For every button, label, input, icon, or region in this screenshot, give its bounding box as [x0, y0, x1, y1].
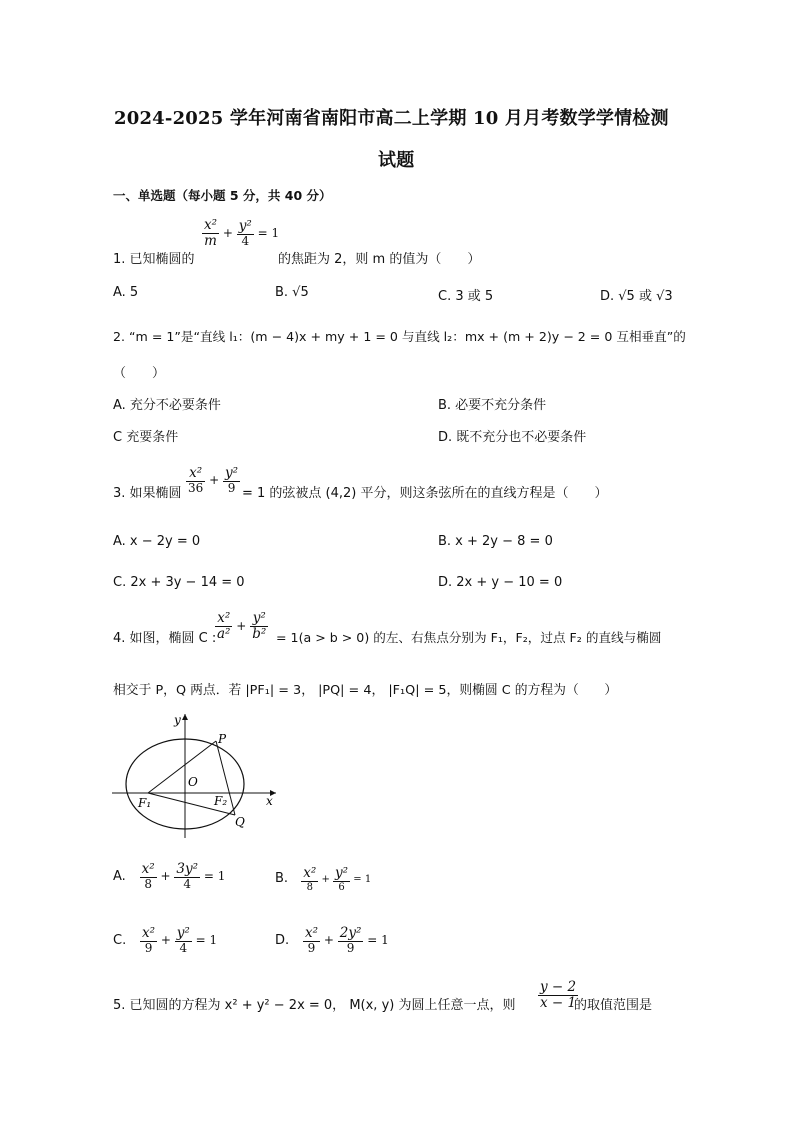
q5-fraction: [538, 980, 578, 1011]
q1-frac1-den: m: [204, 232, 217, 249]
q2-option-c: C 充要条件: [113, 430, 179, 445]
q1-equation: $\frac{\text{x²}}{m}$ + $\frac{\text{y²}}{4}$ = 1: [204, 217, 280, 249]
page-title-line1: 2024-2025 学年河南省南阳市高二上学期 10 月月考数学学情检测: [114, 108, 669, 129]
q2-option-b: B. 必要不充分条件: [438, 398, 547, 413]
q4-frac1-den: a²: [217, 625, 231, 642]
segment-pf1: [148, 741, 216, 793]
section-header: 一、单选题（每小题 5 分，共 40 分）: [113, 188, 332, 203]
q1-option-c: C. 3 或 5: [438, 289, 494, 304]
q3-frac1-den: 36: [188, 480, 204, 495]
q5-stem-part2: 的取值范围是: [574, 998, 653, 1013]
q3-equation: $\frac{\text{x²}}{36}$ + $\frac{\text{y²}}{9}$: [188, 465, 239, 495]
label-f2: F₂: [214, 794, 228, 808]
label-f1: F₁: [138, 796, 152, 810]
q4-frac1-num: x²: [215, 611, 232, 627]
label-x: x: [266, 794, 273, 808]
q4-stem-line2: 相交于 P，Q 两点．若 |PF₁| = 3， |PQ| = 4， |F₁Q| = 5，则椭圆 C 的方程为（ ）: [113, 683, 618, 698]
q4-stem-line1: = 1(a > b > 0) 的左、右焦点分别为 F₁，F₂，过点 F₂ 的直线与椭圆: [276, 630, 662, 645]
q3-frac2-den: 9: [227, 480, 236, 495]
q3-frac1-num: x²: [186, 466, 205, 482]
q3-stem: = 1 的弦被点 (4,2) 平分，则这条弦所在的直线方程是（ ）: [242, 486, 608, 501]
q1-frac1-num: x²: [204, 217, 218, 233]
page-title-line2: 试题: [378, 150, 415, 171]
q2-option-d: D. 既不充分也不必要条件: [438, 430, 587, 445]
q4-option-b: B. $\frac{\text{x²}}{8}$ + $\frac{\text{y²}}{6}$ = 1: [275, 865, 372, 893]
q4-frac2-den: b²: [252, 625, 267, 642]
q1-eq: = 1: [257, 225, 280, 240]
q2-stem: 2. “m = 1”是“直线 l₁：(m − 4)x + my + 1 = 0 与直线 l₂：mx + (m + 2)y − 2 = 0 互相垂直”的: [113, 329, 686, 344]
q1-option-a: A. 5: [113, 285, 139, 300]
q3-number: 3. 如果椭圆: [113, 486, 182, 501]
q5-frac-num: y − 2: [540, 979, 577, 995]
q4-option-c: C. $\frac{\text{x²}}{9}$ + $\frac{\text{y²}}{4}$ = 1: [113, 925, 218, 955]
ellipse-figure: [110, 710, 290, 840]
q4-number: 4. 如图，椭圆 C :: [113, 631, 217, 646]
q3-option-c: C. 2x + 3y − 14 = 0: [113, 575, 245, 590]
q5-stem-part1: 5. 已知圆的方程为 x² + y² − 2x = 0， M(x, y) 为圆上任意一点，则: [113, 998, 516, 1013]
q4-frac2-num: y²: [250, 611, 268, 627]
label-y: y: [174, 713, 181, 727]
q4-equation: $\frac{\text{x²}}{\text{a²}}$ + $\frac{\text{y²}}{\text{b²}}$: [217, 610, 267, 642]
q3-frac2-num: y²: [225, 465, 239, 481]
q5-frac-den: x − 1: [540, 994, 577, 1011]
q4-option-a: A. $\frac{\text{x²}}{8}$ + $\frac{\text{3y²}}{4}$ = 1: [113, 861, 226, 891]
q2-option-a: A. 充分不必要条件: [113, 398, 221, 413]
q3-option-d: D. 2x + y − 10 = 0: [438, 575, 563, 590]
q2-paren: （ ）: [113, 366, 166, 381]
label-q: Q: [235, 815, 245, 829]
label-p: P: [218, 732, 227, 746]
q1-number: 1. 已知椭圆的: [113, 252, 195, 267]
q1-stem: 的焦距为 2，则 m 的值为（ ）: [278, 252, 481, 267]
q3-option-a: A. x − 2y = 0: [113, 534, 201, 549]
q1-frac2-den: 4: [241, 233, 250, 248]
q1-option-b: B. √5: [275, 285, 309, 300]
q1-frac2-num: y²: [238, 217, 252, 234]
q1-option-d: D. √5 或 √3: [600, 289, 673, 304]
q4-option-d: D. $\frac{\text{x²}}{9}$ + $\frac{\text{2y²}}{9}$ = 1: [275, 925, 389, 955]
label-o: O: [188, 775, 198, 789]
q3-option-b: B. x + 2y − 8 = 0: [438, 534, 553, 549]
